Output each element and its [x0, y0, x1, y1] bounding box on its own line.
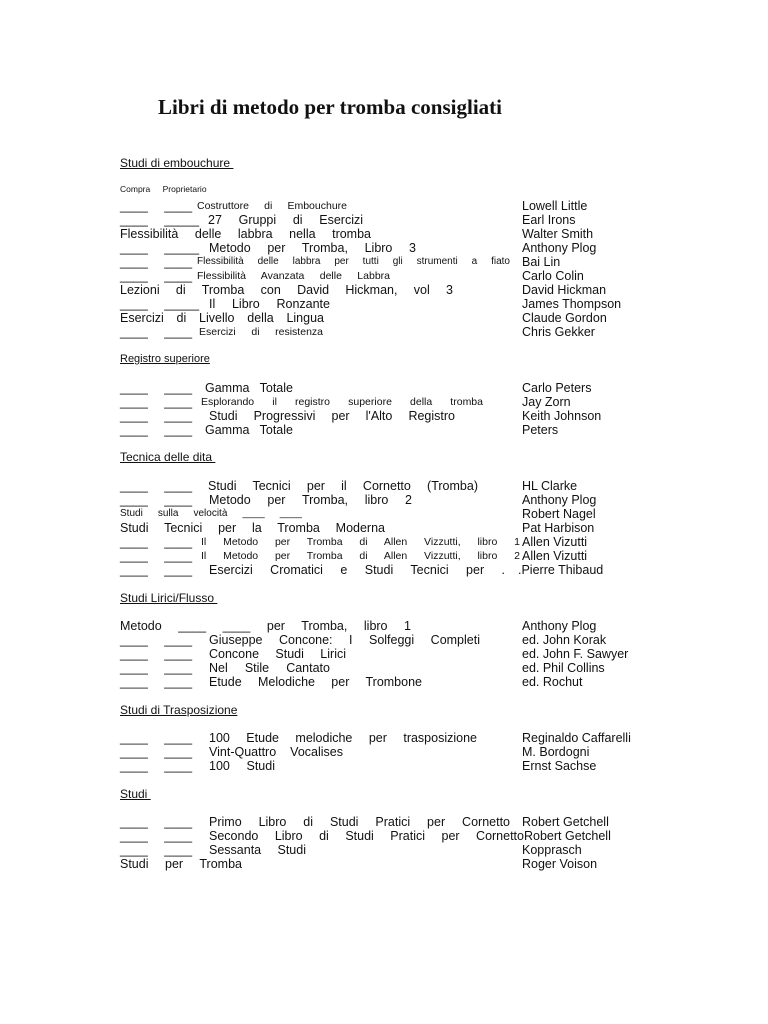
section-heading: Studi di embouchure — [120, 156, 234, 170]
book-author: Chris Gekker — [522, 325, 595, 339]
book-title: Metodo per Tromba, libro 2 — [209, 493, 412, 507]
book-author: Bai Lin — [522, 255, 561, 269]
book-title: Il Metodo per Tromba di Allen Vizzutti, libro 1 — [201, 536, 520, 548]
book-title: Flessibilità delle labbra per tutti gli strumenti a fiato — [197, 256, 510, 267]
book-title: Lezioni di Tromba con David Hickman, vol 3 — [120, 283, 453, 297]
book-author: Reginaldo Caffarelli — [522, 731, 631, 745]
book-author: Allen Vizutti — [522, 535, 588, 549]
book-author: Robert Getchell — [522, 815, 609, 829]
book-author: Kopprasch — [522, 843, 582, 857]
checkbox-blank: ____ ____ — [120, 479, 193, 493]
book-title: Gamma Totale — [205, 381, 293, 395]
section-heading: Studi — [120, 787, 151, 801]
checkbox-blank: ____ ____ — [120, 647, 193, 661]
book-title: Studi Tecnici per il Cornetto (Tromba) — [208, 479, 478, 493]
checkbox-blank: ____ ____ — [120, 675, 193, 689]
book-title: Secondo Libro di Studi Pratici per Cornetto — [209, 829, 524, 843]
book-author: Peters — [522, 423, 559, 437]
book-author: .Pierre Thibaud — [518, 563, 604, 577]
book-title: Nel Stile Cantato — [209, 661, 330, 675]
book-author: Anthony Plog — [522, 493, 597, 507]
checkbox-blank: ____ ____ — [120, 269, 193, 283]
column-header-owner: Proprietario — [162, 184, 207, 194]
checkbox-blank: ____ ____ — [120, 829, 193, 843]
book-author: ed. John Korak — [522, 633, 607, 647]
book-title: Studi Tecnici per la Tromba Moderna — [120, 521, 385, 535]
book-author: Robert Nagel — [522, 507, 596, 521]
book-author: Carlo Colin — [522, 269, 584, 283]
checkbox-blank: ____ ____ — [120, 759, 193, 773]
book-title: Etude Melodiche per Trombone — [209, 675, 422, 689]
book-author: Allen Vizutti — [522, 549, 588, 563]
book-title: Giuseppe Concone: I Solfeggi Completi — [209, 633, 480, 647]
section-heading: Studi di Trasposizione — [120, 703, 238, 717]
book-title: Studi per Tromba — [120, 857, 242, 871]
book-author: Anthony Plog — [522, 241, 597, 255]
checkbox-blank: ____ _____ — [120, 213, 200, 227]
checkbox-blank: ____ ____ — [120, 255, 193, 269]
checkbox-blank: ____ ____ — [120, 325, 193, 339]
checkbox-blank: ____ ____ — [120, 409, 193, 423]
book-author: Earl Irons — [522, 213, 576, 227]
book-title: Esercizi Cromatici e Studi Tecnici per . — [209, 563, 505, 577]
checkbox-blank: ____ ____ — [120, 731, 193, 745]
book-title: Esercizi di resistenza — [199, 326, 323, 338]
column-header-buy: Compra — [120, 184, 151, 194]
book-title: 100 Etude melodiche per trasposizione — [209, 731, 477, 745]
book-title: Il Metodo per Tromba di Allen Vizzutti, libro 2 — [201, 550, 520, 562]
list-item — [0, 674, 768, 690]
book-author: Carlo Peters — [522, 381, 592, 395]
book-title: 100 Studi — [209, 759, 275, 773]
section-heading: Tecnica delle dita — [120, 450, 216, 464]
book-title: Metodo per Tromba, Libro 3 — [209, 241, 416, 255]
book-title: Flessibilità delle labbra nella tromba — [120, 227, 371, 241]
book-author: ed. Phil Collins — [522, 661, 605, 675]
book-title: Studi Progressivi per l'Alto Registro — [209, 409, 455, 423]
book-author: ed. Rochut — [522, 675, 583, 689]
book-author: Keith Johnson — [522, 409, 602, 423]
checkbox-blank: ____ ____ — [120, 815, 193, 829]
checkbox-blank: ____ ____ — [120, 563, 193, 577]
book-author: Robert Getchell — [524, 829, 611, 843]
list-item — [0, 856, 768, 872]
checkbox-blank: ____ ____ — [120, 633, 193, 647]
book-author: M. Bordogni — [522, 745, 590, 759]
book-title: Gamma Totale — [205, 423, 293, 437]
checkbox-blank: ____ ____ — [120, 843, 193, 857]
book-author: Claude Gordon — [522, 311, 607, 325]
list-item — [0, 562, 768, 578]
book-author: ed. John F. Sawyer — [522, 647, 629, 661]
checkbox-blank: ____ ____ — [120, 199, 193, 213]
book-title: Vint-Quattro Vocalises — [209, 745, 343, 759]
checkbox-blank: ____ _____ — [120, 297, 200, 311]
book-title: Sessanta Studi — [209, 843, 306, 857]
book-title: Primo Libro di Studi Pratici per Cornetto — [209, 815, 510, 829]
book-author: Ernst Sachse — [522, 759, 597, 773]
book-title: Costruttore di Embouchure — [197, 200, 347, 212]
book-author: Roger Voison — [522, 857, 598, 871]
checkbox-blank: ____ ____ — [120, 745, 193, 759]
list-item — [0, 422, 768, 438]
book-author: Lowell Little — [522, 199, 588, 213]
book-author: James Thompson — [522, 297, 622, 311]
book-author: Pat Harbison — [522, 521, 595, 535]
book-title: Concone Studi Lirici — [209, 647, 346, 661]
book-title: 27 Gruppi di Esercizi — [208, 213, 363, 227]
list-item — [0, 324, 768, 340]
book-title: Flessibilità Avanzata delle Labbra — [197, 270, 390, 282]
section-heading: Studi Lirici/Flusso — [120, 591, 218, 605]
checkbox-blank: ____ ____ — [120, 661, 193, 675]
checkbox-blank: ____ ____ — [120, 549, 193, 563]
book-title: Metodo ____ ____ per Tromba, libro 1 — [120, 619, 411, 633]
book-author: Anthony Plog — [522, 619, 597, 633]
checkbox-blank: ____ ____ — [120, 535, 193, 549]
list-item — [0, 758, 768, 774]
book-title: Esplorando il registro superiore della tromba — [201, 396, 483, 408]
page-title: Libri di metodo per tromba consigliati — [158, 95, 502, 119]
checkbox-blank: ____ ____ — [120, 493, 193, 507]
book-author: HL Clarke — [522, 479, 578, 493]
section-heading: Registro superiore — [120, 353, 210, 365]
book-title: Studi sulla velocità ____ ____ — [120, 508, 302, 519]
book-title: Il Libro Ronzante — [209, 297, 330, 311]
checkbox-blank: ____ _____ — [120, 241, 200, 255]
column-headers — [120, 183, 207, 195]
book-author: David Hickman — [522, 283, 607, 297]
book-author: Jay Zorn — [522, 395, 571, 409]
checkbox-blank: ____ ____ — [120, 395, 193, 409]
book-author: Walter Smith — [522, 227, 594, 241]
checkbox-blank: ____ ____ — [120, 381, 193, 395]
book-title: Esercizi di Livello della Lingua — [120, 311, 324, 325]
checkbox-blank: ____ ____ — [120, 423, 193, 437]
